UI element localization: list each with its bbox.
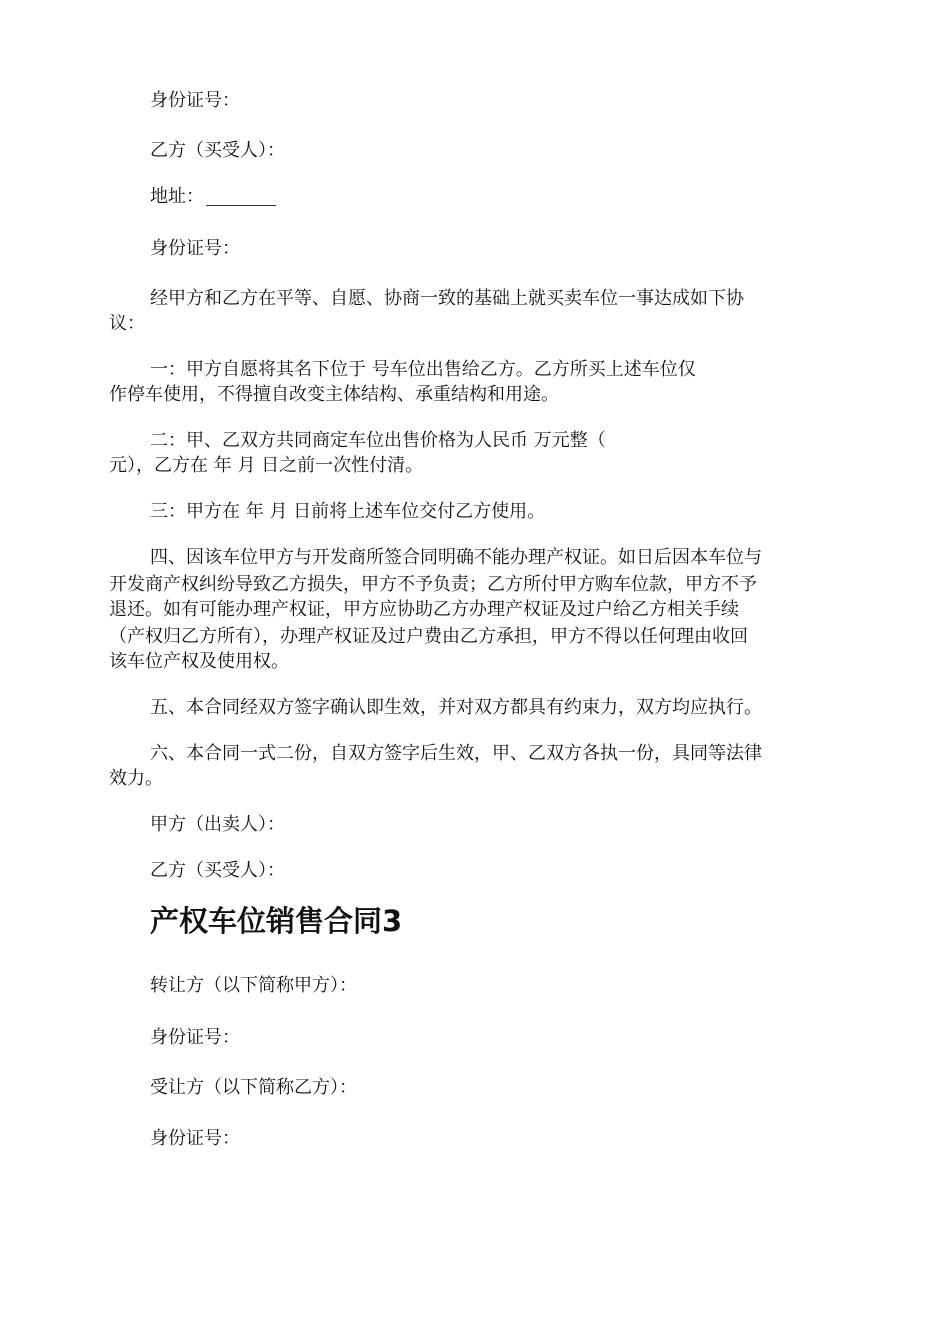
transferor-label: 转让方（以下简称甲方）： (150, 975, 357, 996)
clause-4-line: 退还。如有可能办理产权证，甲方应协助乙方办理产权证及过户给乙方相关手续 (109, 599, 739, 620)
party-b-signature-label: 乙方（买受人）： (150, 860, 285, 881)
clause-4-line: 四、因该车位甲方与开发商所签合同明确不能办理产权证。如日后因本车位与 (150, 547, 762, 568)
clause-5-line: 五、本合同经双方签字确认即生效，并对双方都具有约束力，双方均应执行。 (150, 697, 762, 718)
clause-2-line: 二：甲、乙双方共同商定车位出售价格为人民币 万元整（ (150, 430, 606, 451)
address-label: 地址： (150, 186, 204, 207)
intro-paragraph-line: 经甲方和乙方在平等、自愿、协商一致的基础上就买卖车位一事达成如下协 (150, 288, 744, 309)
id-number-label: 身份证号： (150, 90, 240, 111)
clause-6-line: 效力。 (109, 768, 163, 789)
clause-2-line: 元），乙方在 年 月 日之前一次性付清。 (109, 455, 424, 476)
id-number-label: 身份证号： (150, 1128, 240, 1149)
address-line (150, 184, 276, 210)
party-a-signature-label: 甲方（出卖人）： (150, 814, 285, 835)
clause-4-line: （产权归乙方所有），办理产权证及过户费由乙方承担，甲方不得以任何理由收回 (109, 626, 748, 647)
clause-1-line: 作停车使用，不得擅自改变主体结构、承重结构和用途。 (109, 384, 559, 405)
clause-6-line: 六、本合同一式二份，自双方签字后生效，甲、乙双方各执一份，具同等法律 (150, 743, 762, 764)
id-number-label: 身份证号： (150, 1027, 240, 1048)
id-number-label: 身份证号： (150, 238, 240, 259)
section-title: 产权车位销售合同3 (150, 904, 403, 938)
clause-1-line: 一：甲方自愿将其名下位于 号车位出售给乙方。乙方所买上述车位仅 (150, 359, 696, 380)
clause-4-line: 开发商产权纠纷导致乙方损失，甲方不予负责；乙方所付甲方购车位款，甲方不予 (109, 574, 757, 595)
address-blank (206, 187, 276, 206)
intro-paragraph-line: 议： (109, 313, 145, 334)
clause-3-line: 三：甲方在 年 月 日前将上述车位交付乙方使用。 (150, 501, 546, 522)
clause-4-line: 该车位产权及使用权。 (109, 651, 289, 672)
party-b-label: 乙方（买受人）： (150, 140, 285, 161)
transferee-label: 受让方（以下简称乙方）： (150, 1077, 357, 1098)
